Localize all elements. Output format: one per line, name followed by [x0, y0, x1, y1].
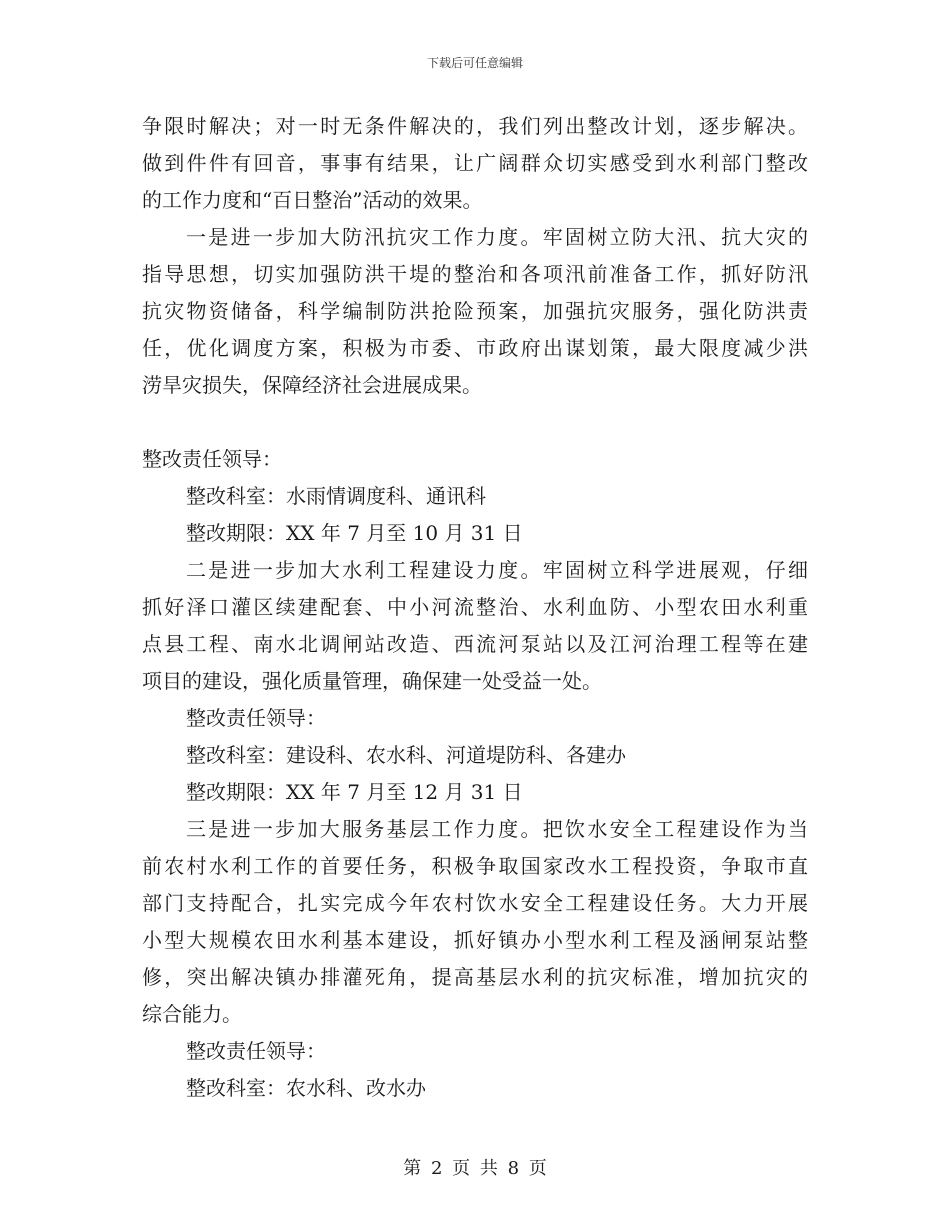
text-line: 一是进一步加大防汛抗灾工作力度。牢固树立防大汛、抗大灾的 [186, 225, 808, 249]
blank-line [142, 404, 808, 441]
text-line: 涝旱灾损失，保障经济社会进展成果。 [142, 373, 482, 397]
text-line: 争限时解决；对一时无条件解决的，我们列出整改计划，逐步解决。 [142, 114, 808, 138]
header-note: 下载后可任意编辑 [426, 56, 523, 70]
text-line: 修，突出解决镇办排灌死角，提高基层水利的抗灾标准，增加抗灾的 [142, 965, 808, 989]
responsible-leader-label: 整改责任领导： [186, 1039, 326, 1063]
text-line: 抓好泽口灌区续建配套、中小河流整治、水利血防、小型农田水利重 [142, 595, 808, 619]
responsible-leader-label: 整改责任领导： [142, 447, 282, 471]
responsible-office: 整改科室：水雨情调度科、通讯科 [186, 484, 486, 508]
text-line: 小型大规模农田水利基本建设，抓好镇办小型水利工程及涵闸泵站整 [142, 928, 808, 952]
responsible-leader-label: 整改责任领导： [186, 706, 326, 730]
page-number: 第 2 页 共 8 页 [403, 1158, 547, 1179]
document-body [142, 108, 808, 1107]
text-line: 项目的建设，强化质量管理，确保建一处受益一处。 [142, 669, 602, 693]
text-line: 三是进一步加大服务基层工作力度。把饮水安全工程建设作为当 [186, 817, 808, 841]
deadline: 整改期限：XX 年 7 月至 10 月 31 日 [186, 521, 523, 545]
text-line: 抗灾物资储备，科学编制防洪抢险预案，加强抗灾服务，强化防洪责 [142, 299, 808, 323]
responsible-office: 整改科室：农水科、改水办 [186, 1076, 426, 1100]
text-line: 做到件件有回音，事事有结果，让广阔群众切实感受到水利部门整改 [142, 151, 808, 175]
text-line: 综合能力。 [142, 1002, 242, 1026]
text-line: 点县工程、南水北调闸站改造、西流河泵站以及江河治理工程等在建 [142, 632, 808, 656]
text-line: 前农村水利工作的首要任务，积极争取国家改水工程投资，争取市直 [142, 854, 808, 878]
text-line: 部门支持配合，扎实完成今年农村饮水安全工程建设任务。大力开展 [142, 891, 808, 915]
text-line: 任，优化调度方案，积极为市委、市政府出谋划策，最大限度减少洪 [142, 336, 808, 360]
deadline: 整改期限：XX 年 7 月至 12 月 31 日 [186, 780, 523, 804]
text-line: 指导思想，切实加强防洪干堤的整治和各项汛前准备工作，抓好防汛 [142, 262, 808, 286]
text-line: 的工作力度和“百日整治”活动的效果。 [142, 188, 483, 212]
text-line: 二是进一步加大水利工程建设力度。牢固树立科学进展观，仔细 [186, 558, 808, 582]
responsible-office: 整改科室：建设科、农水科、河道堤防科、各建办 [186, 743, 626, 767]
